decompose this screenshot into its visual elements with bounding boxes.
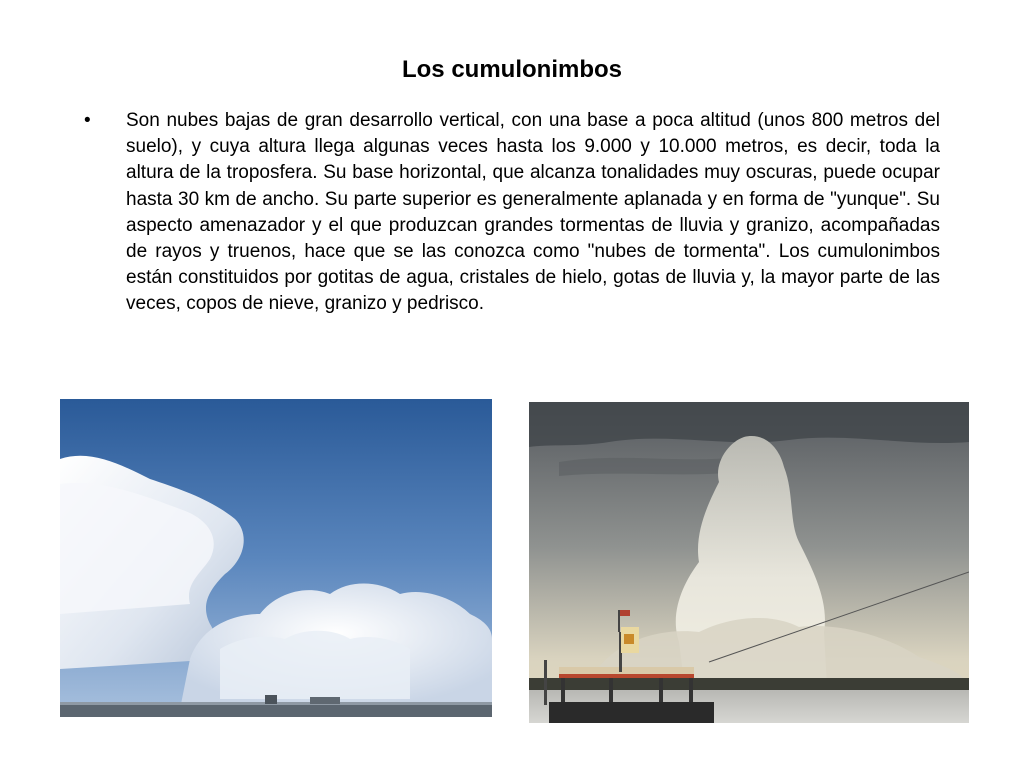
bullet-marker: • (84, 110, 91, 131)
slide-title: Los cumulonimbos (401, 56, 622, 83)
cumulonimbus-photo-left (60, 399, 492, 717)
cloud-sky-image (60, 399, 492, 717)
bullet-text: Son nubes bajas de gran desarrollo vertical, con una base a poca altitud (unos 800 metros del suelo), y cuya altura llega algunas veces hasta los 9.000 y 10.000 metros, es decir, toda la altura de la troposfera. Su base horizontal, que alcanza tonalidades muy oscuras, puede ocupar hasta 30 km de ancho. Su parte superior es generalmente aplanada y en forma de "yunque". Su aspecto amenazador y el que produzcan grandes tormentas de lluvia y granizo, acompañadas de rayos y truenos, hace que se las conozca como "nubes de tormenta". Los cumulonimbos están constituidos por gotitas de agua, cristales de hielo, gotas de lluvia y, la mayor parte de las veces, copos de nieve, granizo y pedrisco. (126, 110, 940, 315)
bullet-item (84, 108, 940, 318)
cumulonimbus-photo-right (529, 402, 969, 723)
storm-cloud-lake-image (529, 402, 969, 723)
